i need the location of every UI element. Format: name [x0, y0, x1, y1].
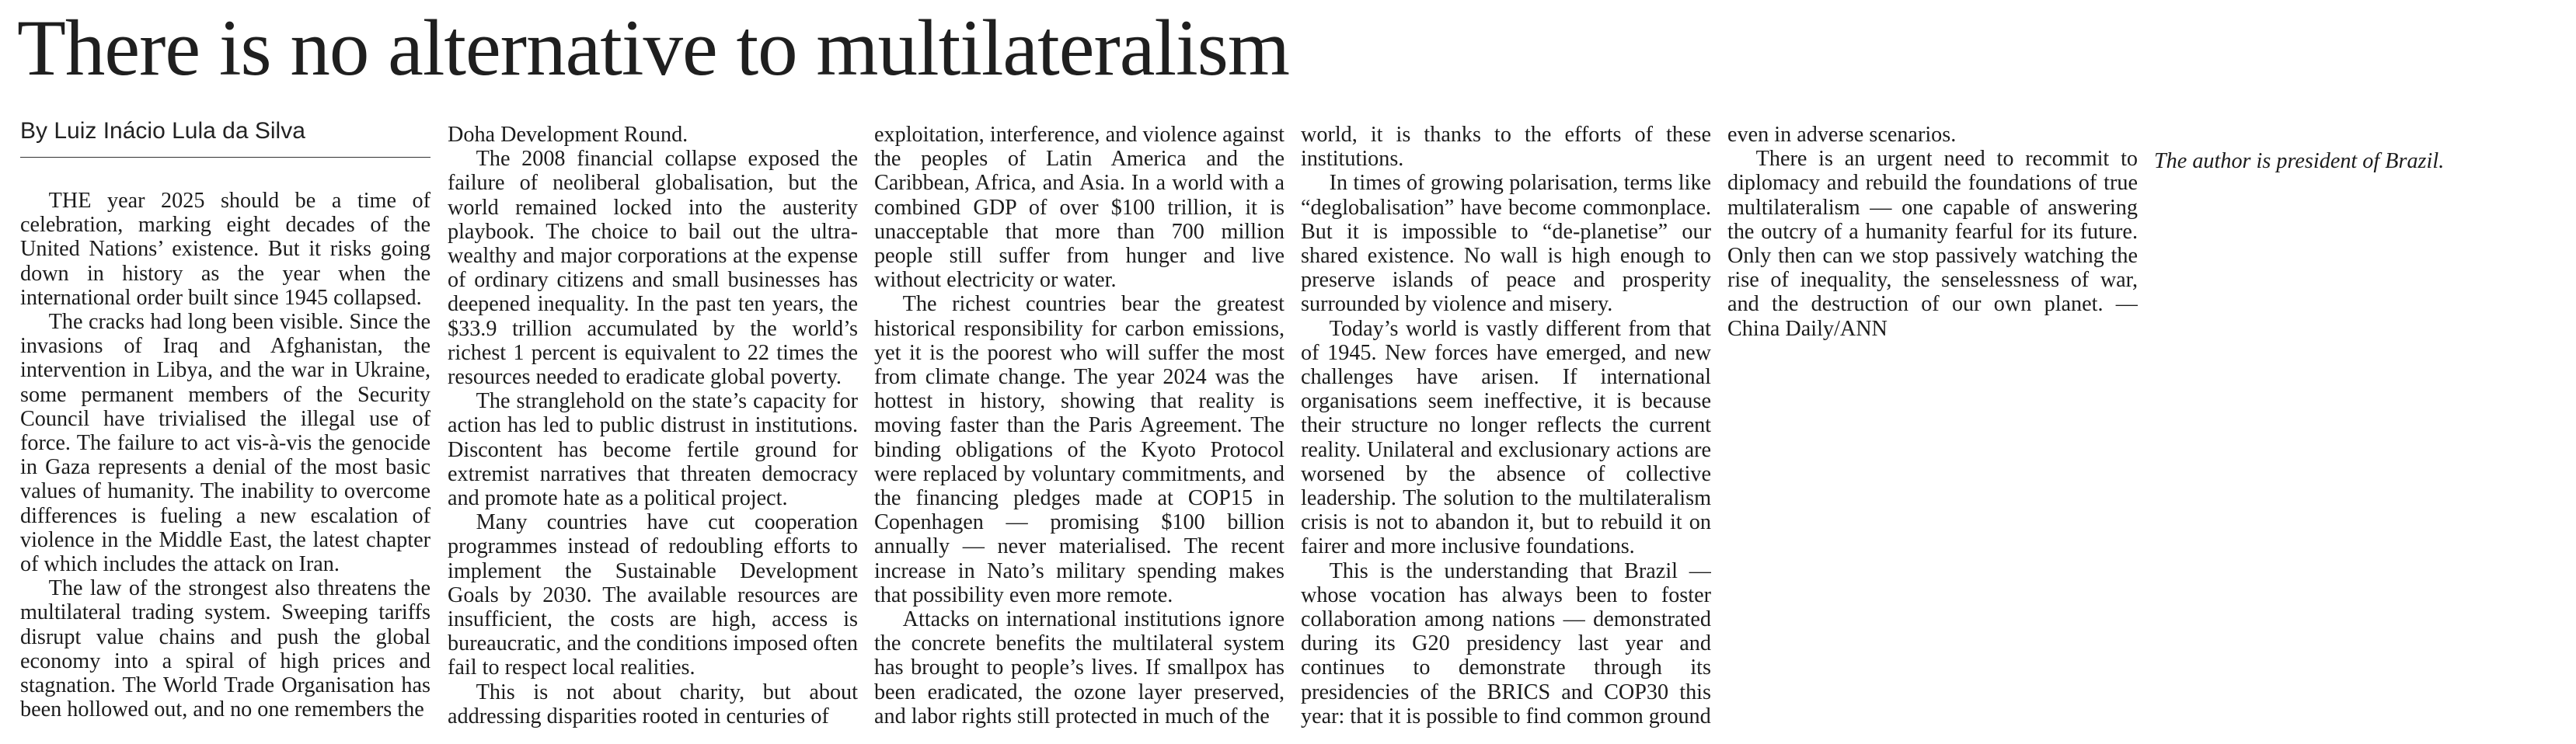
column-2: [448, 123, 858, 744]
column-5: [1727, 123, 2138, 744]
paragraph: There is an urgent need to recommit to diplomacy and rebuild the foundations of true multilateralism — one capable of answering the outcry of a humanity fearful for its future. Only then can we stop passively watching the rise of inequality, the senselessness of war, and the destruction of our own planet. —China Daily/ANN: [1727, 147, 2138, 341]
headline: There is no alternative to multilateralism: [17, 4, 1289, 92]
paragraph-continuation: Doha Development Round.: [448, 123, 688, 147]
author-note: The author is president of Brazil.: [2154, 149, 2445, 173]
column-3: [874, 123, 1285, 744]
byline: By Luiz Inácio Lula da Silva: [20, 118, 305, 144]
paragraph: The stranglehold on the state’s capacity for action has led to public distrust in institutions. Discontent has become fertile ground for extremist narratives that threaten democracy and promote hate as a political project.: [448, 389, 858, 511]
paragraph: Many countries have cut cooperation programmes instead of redoubling efforts to implement the Sustainable Development Goals by 2030. The available resources are insufficient, the costs are high, access is bureaucratic, and the conditions imposed often fail to respect local realities.: [448, 510, 858, 680]
column-1: [20, 109, 430, 730]
paragraph: The 2008 financial collapse exposed the failure of neoliberal globalisation, but the world remained locked into the austerity playbook. The choice to bail out the ultra-wealthy and major corporations at the expense of ordinary citizens and small businesses has deepened inequality. In the past ten years, the $33.9 trillion accumulated by the world’s richest 1 percent is equivalent to 22 times the resources needed to eradicate global poverty.: [448, 147, 858, 390]
paragraph-continuation: world, it is thanks to the efforts of these institutions.: [1301, 123, 1711, 172]
paragraph: THE year 2025 should be a time of celebration, marking eight decades of the United Nations’ existence. But it risks going down in history as the year when the international order built since 1945 collapsed.: [20, 189, 430, 310]
paragraph: The richest countries bear the greatest historical responsibility for carbon emissions, yet it is the poorest who will suffer the most from climate change. The year 2024 was the hottest in history, showing that reality is moving faster than the Paris Agreement. The binding obligations of the Kyoto Protocol were replaced by voluntary commitments, and the financing pledges made at COP15 in Copenhagen — promising $100 billion annually — never materialised. The recent increase in Nato’s military spending makes that possibility even more remote.: [874, 292, 1285, 607]
paragraph: The law of the strongest also threatens the multilateral trading system. Sweeping tariffs disrupt value chains and push the global economy into a spiral of high prices and stagnation. The World Trade Organisation has been hollowed out, and no one remembers the: [20, 576, 430, 722]
paragraph: In times of growing polarisation, terms like “deglobalisation” have become commonplace. But it is impossible to “de-planetise” our shared existence. No wall is high enough to preserve islands of peace and prosperity surrounded by violence and misery.: [1301, 171, 1711, 317]
paragraph: Attacks on international institutions ignore the concrete benefits the multilateral system has brought to people’s lives. If smallpox has been eradicated, the ozone layer preserved, and labor rights still protected in much of the: [874, 607, 1285, 728]
byline-rule: [20, 157, 430, 158]
paragraph-continuation: even in adverse scenarios.: [1727, 123, 1957, 147]
paragraph: This is the understanding that Brazil — whose vocation has always been to foster collaboration among nations — demonstrated during its G20 presidency last year and continues to demonstrate through its presidencies of the BRICS and COP30 this year: that it is possible to find common ground: [1301, 558, 1711, 728]
paragraph: This is not about charity, but about addressing disparities rooted in centuries of: [448, 680, 858, 728]
paragraph: The cracks had long been visible. Since the invasions of Iraq and Afghanistan, the intervention in Libya, and the war in Ukraine, some permanent members of the Security Council have trivialised the illegal use of force. The failure to act vis-à-vis the genocide in Gaza represents a denial of the most basic values of humanity. The inability to overcome differences is fueling a new escalation of violence in the Middle East, the latest chapter of which includes the attack on Iran.: [20, 310, 430, 577]
paragraph-continuation: exploitation, interference, and violence against the peoples of Latin America and the Caribbean, Africa, and Asia. In a world with a combined GDP of over $100 trillion, it is unacceptable that more than 700 million people still suffer from hunger and live without electricity or water.: [874, 123, 1285, 293]
paragraph: Today’s world is vastly different from that of 1945. New forces have emerged, and new challenges have arisen. If international organisations seem ineffective, it is because their structure no longer reflects the current reality. Unilateral and exclusionary actions are worsened by the absence of collective leadership. The solution to the multilateralism crisis is not to abandon it, but to rebuild it on fairer and more inclusive foundations.: [1301, 316, 1711, 559]
column-6: [2154, 123, 2564, 744]
column-4: [1301, 123, 1711, 744]
